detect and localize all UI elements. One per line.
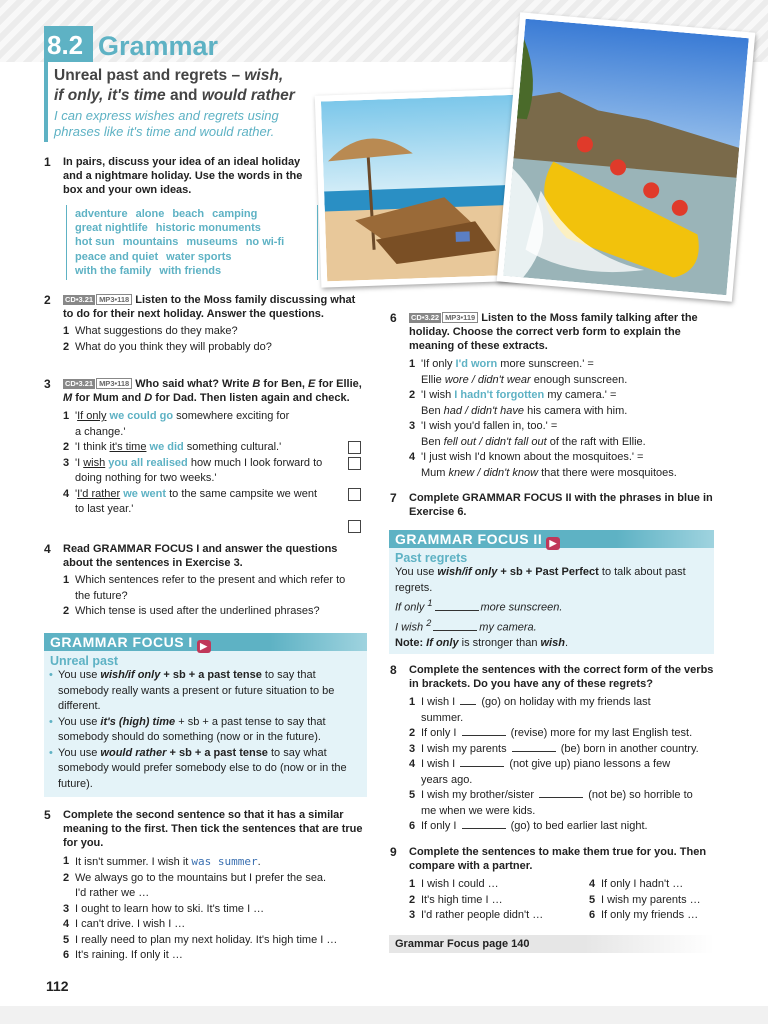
- rule-text: + sb + a past tense to say that somebody should do something (now or in the future).: [58, 715, 326, 743]
- instruction-text: for Ellie,: [315, 378, 362, 390]
- gap-blank[interactable]: [435, 601, 479, 611]
- item-number: 1: [63, 325, 70, 337]
- sentence-line: [63, 902, 364, 918]
- exercise-7: [390, 491, 715, 519]
- exercise-8: [390, 663, 715, 835]
- gap-blank[interactable]: [433, 621, 477, 631]
- underlined-phrase: wish: [83, 456, 106, 469]
- quote-line: [63, 456, 364, 487]
- item-text: Ben: [421, 404, 444, 417]
- item-text: I can't drive. I wish I …: [75, 918, 186, 930]
- instruction-text: for Dad. Then listen again and check.: [152, 392, 350, 404]
- example-line: [389, 596, 714, 616]
- grammar-focus-1: [44, 633, 367, 797]
- rule-item: [44, 746, 367, 793]
- word-item: with the family: [75, 264, 152, 277]
- item-number: 2: [409, 893, 416, 906]
- subtitle-part: Unreal past and regrets –: [54, 67, 245, 84]
- word-item: great nightlife: [75, 222, 148, 235]
- item-text: me when we were kids.: [421, 804, 536, 817]
- grammar-focus-title: GRAMMAR FOCUS II: [395, 531, 543, 547]
- rule-item: [44, 668, 367, 715]
- item-text: somewhere exciting for: [173, 410, 290, 422]
- cd-tag: CD•3.21: [65, 379, 94, 388]
- quote-line: [63, 487, 364, 518]
- rule-text: You use: [58, 669, 101, 681]
- example-text: more sunscreen.: [480, 601, 563, 614]
- item-text: If only my friends …: [601, 909, 699, 921]
- example-line: [389, 616, 714, 636]
- exercise-number: 9: [390, 845, 397, 859]
- item-number: 3: [409, 909, 416, 921]
- item-number: 1: [409, 358, 416, 370]
- word-item: peace and quiet: [75, 250, 159, 263]
- instruction-text: Listen to the Moss family talking after the holiday. Choose the correct verb form to explain the meaning of these extracts.: [409, 312, 698, 352]
- item-text: that there were mosquitoes.: [538, 466, 677, 479]
- exercise-number: 8: [390, 663, 397, 677]
- rule-text: to say that somebody really wants a present or future situation to be different.: [58, 669, 335, 712]
- item-text: ': [75, 410, 78, 422]
- item-text: 'I just wish I'd known about the mosquitoes.' =: [421, 451, 644, 463]
- instruction-text: M: [63, 392, 73, 404]
- item-text: It isn't summer. I wish it: [75, 856, 192, 868]
- sentence-line: [63, 917, 364, 933]
- item-text: 'If only: [421, 358, 456, 370]
- rule-text: it's: [100, 715, 116, 728]
- exercise-2: [44, 293, 364, 355]
- item-text: What do you think they will probably do?: [75, 340, 272, 353]
- example-text: If only: [395, 601, 428, 614]
- gap-blank[interactable]: [462, 726, 506, 736]
- quote-line: [63, 440, 364, 456]
- prompt-columns: [409, 877, 715, 924]
- prompt-column-left: [409, 877, 589, 924]
- rule-text: You use: [58, 746, 101, 759]
- gap-number: 1: [427, 598, 433, 608]
- item-text: I wish my parents: [421, 742, 510, 755]
- item-number: 6: [589, 909, 596, 921]
- blue-phrase: we went: [120, 487, 167, 500]
- unit-number: 8.2: [44, 26, 93, 62]
- prompt-column-right: [589, 877, 715, 924]
- word-item: camping: [212, 208, 258, 220]
- sentence-line: [63, 948, 364, 964]
- verb-choice[interactable]: had / didn't have: [443, 404, 525, 417]
- item-text: Which tense is used after the underlined phrases?: [75, 605, 320, 617]
- exercise-6: [390, 311, 715, 481]
- rafting-image: [503, 19, 749, 296]
- item-text: my camera.' =: [544, 389, 617, 401]
- footer-band: [0, 1006, 768, 1024]
- item-text: If only I: [421, 727, 460, 739]
- exercise-instruction: [409, 311, 715, 353]
- tick-box[interactable]: [348, 441, 361, 454]
- item-text: something cultural.': [183, 441, 282, 453]
- rule-text: [389, 565, 714, 596]
- item-number: 1: [409, 878, 416, 890]
- item-number: 4: [63, 918, 70, 930]
- prompt-line: [409, 893, 589, 909]
- page-number: 112: [46, 978, 69, 994]
- item-text: I really need to plan my next holiday. It's high time I …: [75, 933, 338, 946]
- prompt-line: [589, 908, 715, 924]
- item-number: 4: [63, 487, 70, 500]
- item-text: his camera with him.: [524, 404, 628, 417]
- gap-line: [409, 726, 715, 742]
- item-text: (not give up) piano lessons a few: [506, 758, 671, 770]
- word-item: beach: [172, 208, 205, 220]
- item-text: a change.': [75, 425, 126, 438]
- item-number: 2: [63, 340, 70, 353]
- subtitle-part: wish,: [244, 67, 284, 84]
- item-text: (go) to bed earlier last night.: [507, 820, 648, 832]
- rule-text: to say what somebody would prefer somebody else to do (now or in the future).: [58, 746, 347, 790]
- instruction-text: B: [252, 378, 261, 390]
- exercise-instruction: [63, 377, 364, 405]
- item-number: 1: [63, 410, 70, 422]
- lesson-intro: I can express wishes and regrets using phrases like it's time and would rather.: [54, 108, 279, 139]
- sentence-line: [63, 871, 364, 902]
- item-text: I'd rather people didn't …: [421, 909, 544, 921]
- exercise-number: 7: [390, 491, 397, 505]
- note-part: is stronger than: [458, 637, 541, 650]
- gap-line: [409, 695, 715, 726]
- gap-blank[interactable]: [460, 695, 476, 705]
- verb-choice[interactable]: knew / didn't know: [448, 466, 539, 479]
- gap-line: [409, 788, 715, 819]
- exercise-number: 2: [44, 293, 51, 307]
- grammar-focus-2: [389, 530, 714, 654]
- item-text: 'I: [75, 456, 84, 469]
- word-item: no wi-fi: [245, 236, 285, 249]
- item-number: 2: [63, 441, 70, 453]
- gap-blank[interactable]: [462, 819, 506, 829]
- rule-text: would rather: [100, 746, 167, 759]
- exercise-instruction: Complete the sentences to make them true for you. Then compare with a partner.: [409, 846, 707, 872]
- blue-phrase: I hadn't forgotten: [454, 389, 545, 401]
- item-text: doing nothing for two weeks.': [75, 472, 217, 484]
- unit-title: Grammar: [98, 31, 219, 61]
- exercise-instruction: In pairs, discuss your idea of an ideal holiday and a nightmare holiday. Use the words in the box and your own ideas.: [63, 156, 303, 196]
- cd-tag: CD•3.21: [65, 295, 94, 304]
- instruction-text: Who said what? Write: [135, 378, 253, 390]
- rafting-illustration: [503, 19, 749, 296]
- item-number: 4: [589, 878, 596, 890]
- example-text: my camera.: [479, 621, 537, 634]
- word-item: adventure: [75, 208, 128, 220]
- item-number: 3: [409, 742, 416, 755]
- rule-part: wish/if only: [437, 566, 498, 578]
- gap-line: [409, 742, 715, 758]
- cd-tag: CD•3.22: [411, 313, 440, 322]
- verb-choice[interactable]: wore / didn't wear: [444, 373, 531, 386]
- prompt-line: [409, 908, 589, 924]
- exercise-5: [44, 808, 364, 964]
- word-item: historic monuments: [155, 222, 261, 235]
- exercise-4: [44, 542, 364, 620]
- item-text: I wish my parents …: [601, 893, 701, 906]
- mp3-tag: MP3•119: [442, 312, 478, 323]
- tick-box[interactable]: [348, 457, 361, 470]
- sentence-line: [63, 933, 364, 949]
- word-item: mountains: [122, 236, 179, 249]
- item-text: Ben: [421, 435, 444, 448]
- item-text: ': [75, 487, 78, 500]
- item-text: If only I: [421, 820, 460, 832]
- item-text: I wish I could …: [421, 878, 499, 890]
- word-item: alone: [135, 208, 165, 220]
- rule-text: wish/if only: [100, 669, 161, 681]
- note-part: If only: [426, 637, 459, 650]
- subtitle-part: if only, it's time: [54, 87, 166, 104]
- exercise-instruction: Complete the second sentence so that it has a similar meaning to the first. Then tick the sentences that are true for you.: [63, 809, 363, 849]
- item-text: Which sentences refer to the present and which refer to: [75, 574, 346, 586]
- handwritten-answer: was summer: [191, 855, 258, 868]
- exercise-number: 5: [44, 808, 51, 822]
- item-text: It's raining. If only it …: [75, 949, 183, 961]
- prompt-line: [589, 893, 715, 909]
- rule-text: (high) time: [115, 715, 176, 728]
- item-text: I'd rather we …: [75, 887, 150, 899]
- verb-choice[interactable]: fell out / didn't fall out: [443, 435, 547, 448]
- rule-part: You use: [395, 566, 438, 578]
- note-part: .: [564, 637, 569, 650]
- item-text: We always go to the mountains but I prefer the sea.: [75, 871, 327, 884]
- exercise-instruction: Read GRAMMAR FOCUS I and answer the questions about the sentences in Exercise 3.: [63, 543, 338, 569]
- exercise-number: 1: [44, 155, 51, 169]
- word-box: [66, 205, 318, 280]
- sentence-line: [63, 854, 364, 871]
- item-text: Ellie: [421, 373, 445, 386]
- item-number: 1: [63, 574, 70, 586]
- exercise-9: [390, 845, 715, 924]
- item-text: 'I wish you'd fallen in, too.' =: [421, 420, 558, 432]
- item-text: more sunscreen.' =: [497, 358, 594, 370]
- instruction-text: E: [308, 378, 316, 390]
- item-number: 1: [63, 855, 70, 867]
- exercise-instruction: Complete the sentences with the correct form of the verbs in brackets. Do you have any of these regrets?: [409, 664, 714, 690]
- item-text: If only I hadn't …: [601, 878, 684, 890]
- example-text: I wish: [395, 621, 427, 634]
- item-text: 'I think: [75, 441, 110, 453]
- video-icon[interactable]: ▶: [546, 537, 560, 550]
- underlined-phrase: If only: [77, 410, 107, 422]
- prompt-line: [589, 877, 715, 893]
- question-line: [63, 604, 364, 620]
- item-number: 3: [63, 902, 70, 915]
- item-text: (revise) more for my last English test.: [507, 727, 693, 739]
- beach-image: [321, 95, 527, 282]
- item-number: 5: [589, 893, 596, 906]
- item-text: the future?: [75, 589, 128, 602]
- video-icon[interactable]: ▶: [197, 640, 211, 653]
- subtitle-part: and: [165, 87, 202, 104]
- instruction-text: Listen to the Moss family discussing what to do for their next holiday. Answer the questions.: [63, 294, 356, 320]
- mp3-tag: MP3•118: [96, 294, 132, 305]
- question-line: [63, 340, 364, 356]
- lesson-header: [48, 62, 318, 150]
- grammar-focus-page-link[interactable]: Grammar Focus page 140: [389, 935, 714, 953]
- word-item: water sports: [166, 250, 232, 263]
- grammar-focus-subtitle: Past regrets: [395, 551, 468, 565]
- item-number: 3: [63, 456, 70, 469]
- item-number: 2: [409, 727, 416, 739]
- item-text: enough sunscreen.: [530, 373, 628, 386]
- rule-part: + sb + Past Perfect: [497, 566, 599, 578]
- item-text: 'I wish: [421, 389, 455, 401]
- item-number: 4: [409, 758, 416, 770]
- note-part: wish: [540, 637, 565, 650]
- gap-line: [409, 819, 715, 835]
- blue-phrase: you all realised: [105, 456, 188, 469]
- extract-line: [409, 419, 715, 450]
- item-number: 2: [63, 605, 70, 617]
- underlined-phrase: I'd rather: [77, 487, 121, 500]
- gap-blank[interactable]: [460, 757, 504, 767]
- extract-line: [409, 450, 715, 481]
- blue-phrase: we could go: [106, 410, 174, 422]
- gap-blank[interactable]: [512, 742, 556, 752]
- quote-line: [63, 409, 364, 440]
- item-text: to last year.': [75, 503, 134, 515]
- item-text: of the raft with Ellie.: [546, 435, 646, 448]
- note-line: [389, 636, 714, 652]
- question-line: [63, 573, 364, 604]
- exercise-instruction: [63, 293, 364, 321]
- gap-number: 2: [426, 618, 432, 629]
- item-text: (not be) so horrible to: [585, 789, 693, 801]
- underlined-phrase: it's time: [109, 441, 147, 453]
- note-part: Note:: [395, 637, 427, 650]
- extract-line: [409, 388, 715, 419]
- exercise-number: 6: [390, 311, 397, 325]
- item-number: 5: [409, 789, 416, 801]
- item-number: 6: [63, 949, 70, 961]
- item-text: (go) on holiday with my friends last: [478, 696, 651, 708]
- grammar-focus-header: [44, 633, 367, 651]
- item-text: to the same campsite we went: [166, 487, 318, 500]
- rule-item: [44, 715, 367, 746]
- item-number: 4: [409, 451, 416, 463]
- rule-text: + sb + a past tense: [166, 746, 268, 759]
- item-number: 1: [409, 696, 416, 708]
- item-text: Mum: [421, 466, 449, 479]
- tick-box[interactable]: [348, 488, 361, 501]
- question-line: [63, 324, 364, 340]
- item-number: 5: [63, 933, 70, 946]
- prompt-line: [409, 877, 589, 893]
- gap-line: [409, 757, 715, 788]
- mp3-tag: MP3•118: [96, 378, 132, 389]
- exercise-1: [44, 155, 314, 197]
- exercise-number: 3: [44, 377, 51, 391]
- item-text: What suggestions do they make?: [75, 325, 238, 337]
- word-item: museums: [186, 236, 238, 249]
- rule-text: + sb + a past tense: [160, 669, 262, 681]
- word-item: with friends: [159, 264, 222, 277]
- item-text: .: [257, 856, 261, 868]
- item-text: (be) born in another country.: [557, 742, 699, 755]
- item-text: I wish I: [421, 696, 459, 708]
- item-number: 3: [409, 420, 416, 432]
- instruction-text: D: [144, 392, 153, 404]
- item-text: I wish I: [421, 758, 459, 770]
- item-number: 6: [409, 820, 416, 832]
- item-text: how much I look forward to: [187, 456, 323, 469]
- grammar-focus-header: [389, 530, 714, 548]
- exercise-instruction: Complete GRAMMAR FOCUS II with the phrases in blue in Exercise 6.: [409, 492, 713, 518]
- blue-phrase: I'd worn: [455, 358, 498, 370]
- extract-line: [409, 357, 715, 388]
- exercise-3: [44, 377, 364, 518]
- word-item: hot sun: [75, 236, 115, 249]
- grammar-focus-title: GRAMMAR FOCUS I: [50, 634, 193, 650]
- item-text: years ago.: [421, 773, 473, 786]
- exercise-number: 4: [44, 542, 51, 556]
- item-text: I ought to learn how to ski. It's time I …: [75, 902, 265, 915]
- rule-text: You use: [58, 715, 101, 728]
- item-number: 2: [63, 871, 70, 884]
- rule-part: to talk about past regrets.: [395, 566, 686, 594]
- beach-illustration: [321, 95, 527, 282]
- gap-blank[interactable]: [539, 788, 583, 798]
- blue-phrase: we did: [146, 441, 184, 453]
- item-number: 2: [409, 389, 416, 401]
- tick-box[interactable]: [348, 520, 361, 533]
- item-text: I wish my brother/sister: [421, 789, 538, 801]
- item-text: It's high time I …: [421, 893, 503, 906]
- instruction-text: for Mum and: [72, 392, 145, 404]
- grammar-focus-subtitle: Unreal past: [50, 654, 119, 668]
- lesson-subtitle: [54, 66, 312, 106]
- item-text: summer.: [421, 711, 464, 724]
- instruction-text: for Ben,: [260, 378, 309, 390]
- rafting-photo: [497, 12, 756, 302]
- subtitle-part: would rather: [201, 87, 295, 104]
